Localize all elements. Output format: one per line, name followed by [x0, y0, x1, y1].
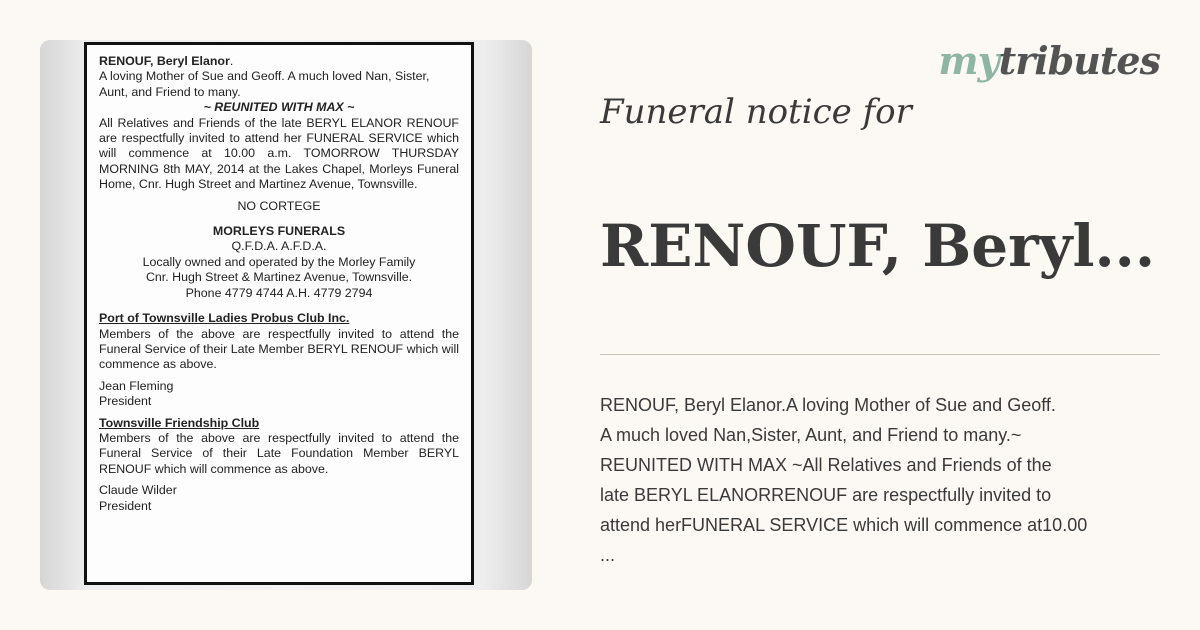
club2-signer: Claude Wilder	[99, 483, 177, 498]
club1-body: Members of the above are respectfully invited to attend the Funeral Service of their Late Member BERYL RENOUF which will commence as above.	[99, 326, 459, 372]
page-subtitle: Funeral notice for	[600, 92, 912, 132]
notice-no-cortege: NO CORTEGE	[237, 198, 321, 213]
director-quals: Q.F.D.A. A.F.D.A.	[231, 239, 327, 254]
director-phone: Phone 4779 4744 A.H. 4779 2794	[185, 285, 373, 300]
club2-body: Members of the above are respectfully invited to attend the Funeral Service of their Late Foundation Member BERYL RENOUF which will commence as above.	[99, 430, 459, 476]
excerpt-line: A much loved Nan,Sister, Aunt, and Friend to many.~	[600, 425, 1022, 445]
excerpt-line: late BERYL ELANORRENOUF are respectfully invited to	[600, 485, 1052, 505]
excerpt-line: attend herFUNERAL SERVICE which will commence at10.00	[600, 515, 1088, 535]
notice-body: All Relatives and Friends of the late BERYL ELANOR RENOUF are respectfully invited to attend her FUNERAL SERVICE which will commence at 10.00 a.m. TOMORROW THURSDAY MORNING 8th MAY, 2014 at the Lakes Chapel, Morleys Funeral Home, Cnr. Hugh Street and Martinez Avenue, Townsville.	[99, 115, 459, 192]
notice-frame	[84, 42, 474, 585]
funeral-notice-image	[40, 40, 532, 590]
director-name: MORLEYS FUNERALS	[212, 224, 346, 239]
director-address: Cnr. Hugh Street & Martinez Avenue, Townsville.	[145, 270, 413, 285]
club1-signer: Jean Fleming	[99, 378, 174, 393]
divider	[600, 354, 1160, 355]
club1-name: Port of Townsville Ladies Probus Club Inc.	[99, 311, 350, 326]
notice-excerpt	[600, 390, 1170, 570]
mytributes-logo[interactable]: mytributes	[938, 38, 1160, 83]
page-title: RENOUF, Beryl...	[600, 212, 1156, 280]
excerpt-line: RENOUF, Beryl Elanor.A loving Mother of Sue and Geoff.	[600, 395, 1056, 415]
director-owned: Locally owned and operated by the Morley Family	[142, 254, 416, 269]
notice-deceased-name: RENOUF, Beryl Elanor.	[99, 54, 234, 68]
club1-role: President	[99, 394, 152, 409]
club2-name: Townsville Friendship Club	[99, 415, 260, 430]
notice-intro: A loving Mother of Sue and Geoff. A much loved Nan, Sister, Aunt, and Friend to many.	[99, 69, 430, 99]
excerpt-line: ...	[600, 545, 616, 565]
club2-role: President	[99, 498, 152, 513]
notice-reunited: ~ REUNITED WITH MAX ~	[203, 100, 355, 115]
excerpt-line: REUNITED WITH MAX ~All Relatives and Friends of the	[600, 455, 1052, 475]
